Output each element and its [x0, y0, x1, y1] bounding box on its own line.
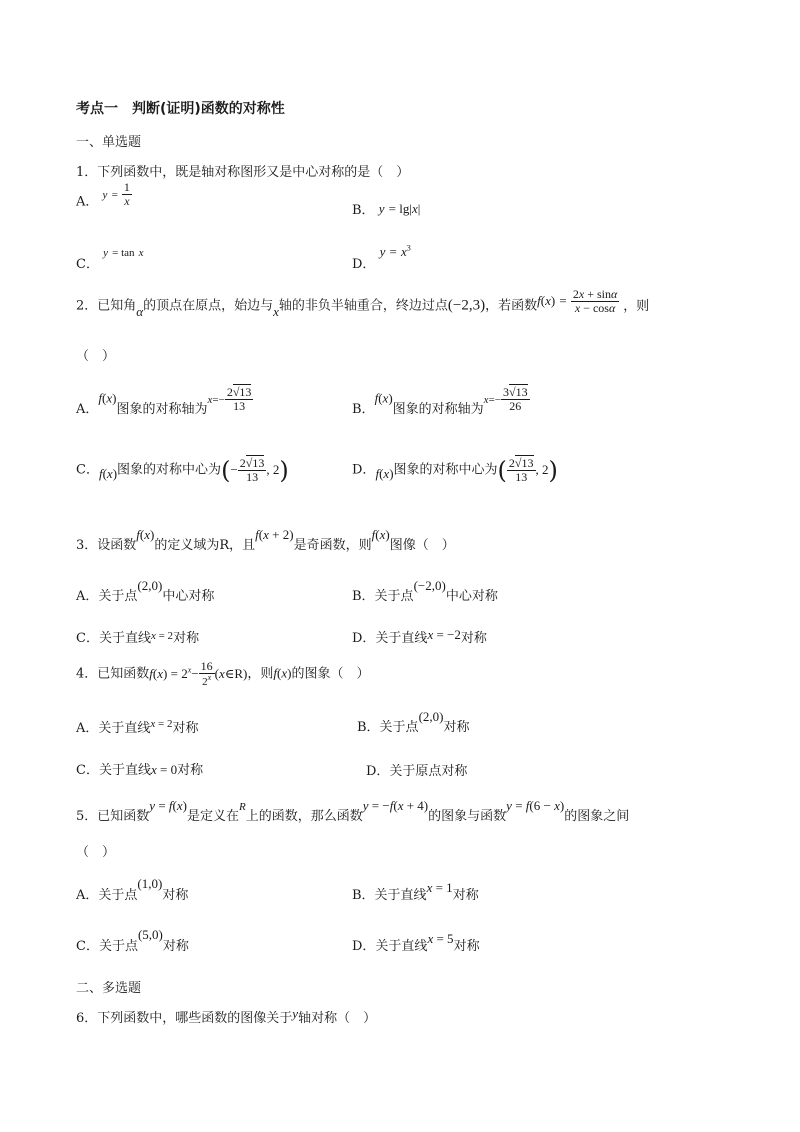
part-heading-single-choice: 一、单选题	[76, 135, 142, 150]
formula: $y = x^3$	[379, 243, 411, 259]
question-5-paren: （ ）	[76, 845, 116, 860]
question-2-option-b[interactable]: B．f(x)图象的对称轴为x=− $\frac{3√13}{26}$	[352, 385, 528, 417]
formula: y = $\frac{1}{x}$	[102, 180, 130, 208]
option-label: D．	[352, 462, 376, 478]
question-5-option-d[interactable]: D．关于直线x = 5对称	[352, 931, 480, 954]
question-3-option-b[interactable]: B．关于点(−2,0)中心对称	[352, 578, 498, 604]
question-5-stem: 5．已知函数y = f(x)是定义在R上的函数，那么函数y = −f(x + 4)的图象与函数y = f(6 − x)的图象之间	[76, 798, 630, 824]
formula-function: f(x) = $\frac{2x + \sin\alpha}{x - \cos\alpha}$	[537, 287, 618, 315]
formula-alpha: α	[136, 303, 144, 319]
question-6-stem: 6．下列函数中，哪些函数的图像关于y轴对称（ ）	[76, 1006, 377, 1026]
question-5-option-b[interactable]: B．关于直线x = 1对称	[352, 880, 479, 903]
question-2-paren: （ ）	[76, 349, 116, 364]
formula: (− $\frac{2√13}{13}$ , 2)	[221, 455, 289, 484]
option-label: C．	[76, 462, 99, 478]
question-2-option-a[interactable]: A．f(x)图象的对称轴为x=− $\frac{2√13}{13}$	[76, 385, 252, 417]
question-1-option-b[interactable]	[352, 199, 420, 218]
option-label: B．	[352, 203, 375, 218]
formula: ( $\frac{2√13}{13}$ , 2)	[497, 455, 558, 484]
question-4-option-c[interactable]: C．关于直线x = 0对称	[76, 762, 204, 778]
section-title: 考点一 判断(证明)函数的对称性	[76, 101, 285, 117]
question-1-option-c[interactable]	[76, 241, 144, 272]
question-4-stem: 4．已知函数$f(x) = 2^x-$ $\frac{16}{2^x}$ (x∈R)，则f(x)的图象（ ）	[76, 659, 370, 688]
question-4-option-d[interactable]: D．关于原点对称	[366, 764, 468, 779]
question-3-option-c[interactable]: C．关于直线x = 2对称	[76, 630, 200, 646]
part-heading-multiple-choice: 二、多选题	[76, 981, 142, 996]
question-1-stem: 1．下列函数中，既是轴对称图形又是中心对称的是（ ）	[76, 165, 410, 180]
question-2-option-d[interactable]: D．f(x)图象的对称中心为( $\frac{2√13}{13}$ , 2)	[352, 455, 558, 484]
question-1-option-d[interactable]	[352, 241, 411, 272]
formula: y = tan x	[103, 247, 144, 259]
formula: x=− $\frac{2√13}{13}$	[207, 385, 252, 413]
option-label: D．	[352, 257, 376, 272]
formula-point: (−2,3)	[447, 297, 486, 314]
question-1-option-a[interactable]	[76, 180, 132, 215]
question-5-option-a[interactable]: A．关于点(1,0)对称	[76, 876, 189, 903]
formula-x: x	[273, 303, 279, 319]
question-3-option-d[interactable]: D．关于直线x = −2对称	[352, 627, 487, 646]
formula-function: $f(x) = 2^x-$ $\frac{16}{2^x}$ (x∈R)	[149, 659, 248, 688]
formula: x=− $\frac{3√13}{26}$	[483, 385, 528, 413]
question-4-option-a[interactable]: A．关于直线x = 2对称	[76, 718, 199, 736]
option-label: A．	[76, 194, 99, 210]
question-2-option-c[interactable]: C．f(x)图象的对称中心为(− $\frac{2√13}{13}$ , 2)	[76, 455, 289, 484]
question-4-option-b[interactable]: B．关于点(2,0)对称	[357, 709, 470, 735]
question-5-option-c[interactable]: C．关于点(5,0)对称	[76, 927, 189, 954]
option-label: C．	[76, 257, 99, 272]
question-3-stem: 3．设函数f(x)的定义域为R，且f(x + 2)是奇函数，则f(x)图像（ ）	[76, 527, 455, 553]
question-3-option-a[interactable]: A．关于点(2,0)中心对称	[76, 578, 215, 604]
option-label: A．	[76, 401, 99, 417]
question-2-stem: 2．已知角α的顶点在原点，始边与x轴的非负半轴重合，终边过点(−2,3)，若函数f(x) = $\frac{2x + \sin\alpha}{x - \cos\alpha}$ ，则	[76, 287, 650, 319]
option-label: B．	[352, 401, 375, 417]
formula: y = lg|x|	[378, 201, 421, 216]
